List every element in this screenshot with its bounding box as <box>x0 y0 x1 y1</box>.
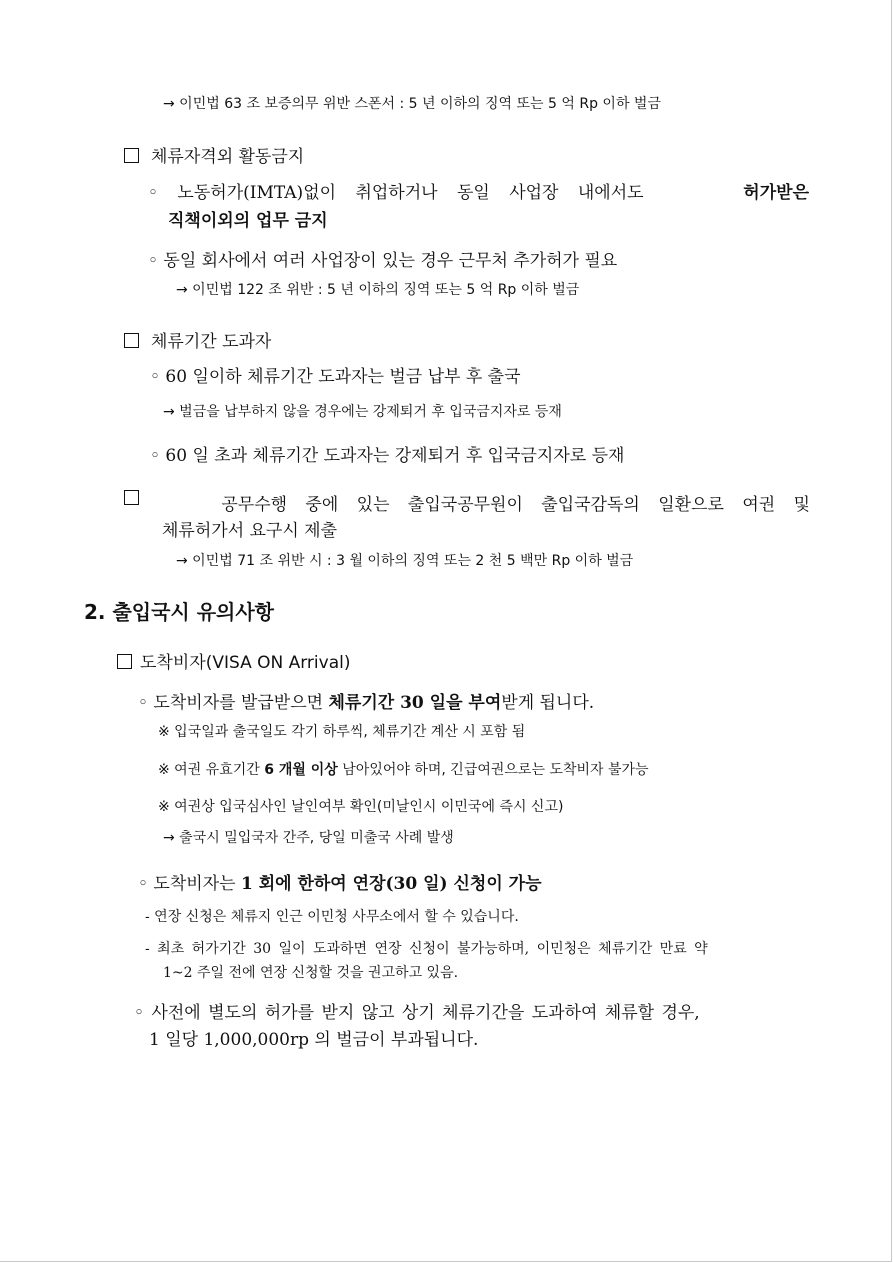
bullet-overstay-over-60: ◦ 60 일 초과 체류기간 도과자는 강제퇴거 후 입국금지자로 등재 <box>150 446 625 466</box>
bullet-bold-text: 체류기간 30 일을 부여 <box>328 693 502 713</box>
bullet-bold-text: 1 회에 한하여 연장(30 일) 신청이 가능 <box>240 874 542 894</box>
section-title: 체류자격외 활동금지 <box>151 147 305 167</box>
note-text-end: 남아있어야 하며, 긴급여권으로는 도착비자 불가능 <box>342 762 649 778</box>
bullet-bold-text: 허가받은 <box>743 183 809 203</box>
dash-extension-deadline: - 최초 허가기간 30 일이 도과하면 연장 신청이 불가능하며, 이민청은 체류기간 만료 약 <box>145 941 708 957</box>
note-passport-validity <box>158 759 649 779</box>
dash-extension-office: - 연장 신청은 체류지 인근 이민청 사무소에서 할 수 있습니다. <box>145 909 519 925</box>
bullet-text: ◦ 도착비자를 발급받으면 <box>138 693 324 713</box>
section-title: 도착비자(VISA ON Arrival) <box>140 653 351 673</box>
note-text: ※ 여권 유효기간 <box>158 762 260 778</box>
bullet-overstay-fine: ◦ 사전에 별도의 허가를 받지 않고 상기 체류기간을 도과하여 체류할 경우, <box>134 1003 700 1023</box>
dash-extension-deadline-cont: 1~2 주일 전에 연장 신청할 것을 권고하고 있음. <box>163 965 459 981</box>
page-heading: 2. 출입국시 유의사항 <box>84 600 274 624</box>
bullet-voa-30-days <box>138 688 594 713</box>
section-activity-restriction <box>124 142 304 167</box>
bullet-multiple-sites: ◦ 동일 회사에서 여러 사업장이 있는 경우 근무처 추가허가 필요 <box>148 251 618 271</box>
section-title: 공무수행 중에 있는 출입국공무원이 출입국감독의 일환으로 여권 및 <box>221 495 810 515</box>
bullet-voa-extension <box>138 869 542 894</box>
penalty-note-sponsor: → 이민법 63 조 보증의무 위반 스폰서 : 5 년 이하의 징역 또는 5 억 Rp 이하 벌금 <box>163 96 661 112</box>
bullet-overstay-under-60: ◦ 60 일이하 체류기간 도과자는 벌금 납부 후 출국 <box>150 367 521 387</box>
note-bold-text: 6 개월 이상 <box>264 762 338 778</box>
note-entry-exit-day: ※ 입국일과 출국일도 각기 하루씩, 체류기간 계산 시 포함 됨 <box>158 724 526 740</box>
checkbox-square-icon <box>117 654 132 669</box>
section-passport-request <box>124 490 810 515</box>
section-passport-request-cont: 체류허가서 요구시 제출 <box>162 521 338 541</box>
note-illegal-entry: → 출국시 밀입국자 간주, 당일 미출국 사례 발생 <box>163 830 454 846</box>
section-overstay <box>124 327 271 352</box>
penalty-note-122: → 이민법 122 조 위반 : 5 년 이하의 징역 또는 5 억 Rp 이하 벌금 <box>176 282 580 298</box>
penalty-note-71: → 이민법 71 조 위반 시 : 3 월 이하의 징역 또는 2 천 5 백만 Rp 이하 벌금 <box>176 553 634 569</box>
bullet-work-permit-cont: 직책이외의 업무 금지 <box>168 211 328 231</box>
bullet-work-permit <box>148 178 809 203</box>
checkbox-square-icon <box>124 490 139 505</box>
bullet-text: ◦ 노동허가(IMTA)없이 취업하거나 동일 사업장 내에서도 <box>148 183 644 203</box>
section-visa-on-arrival <box>117 648 350 673</box>
section-title: 체류기간 도과자 <box>151 332 272 352</box>
checkbox-square-icon <box>124 333 139 348</box>
bullet-overstay-fine-cont: 1 일당 1,000,000rp 의 벌금이 부과됩니다. <box>149 1030 479 1050</box>
bullet-text-end: 받게 됩니다. <box>501 693 595 713</box>
note-entry-stamp: ※ 여권상 입국심사인 날인여부 확인(미날인시 이민국에 즉시 신고) <box>158 799 564 815</box>
checkbox-square-icon <box>124 148 139 163</box>
overstay-fine-note: → 벌금을 납부하지 않을 경우에는 강제퇴거 후 입국금지자로 등재 <box>163 404 562 420</box>
bullet-text: ◦ 도착비자는 <box>138 874 236 894</box>
